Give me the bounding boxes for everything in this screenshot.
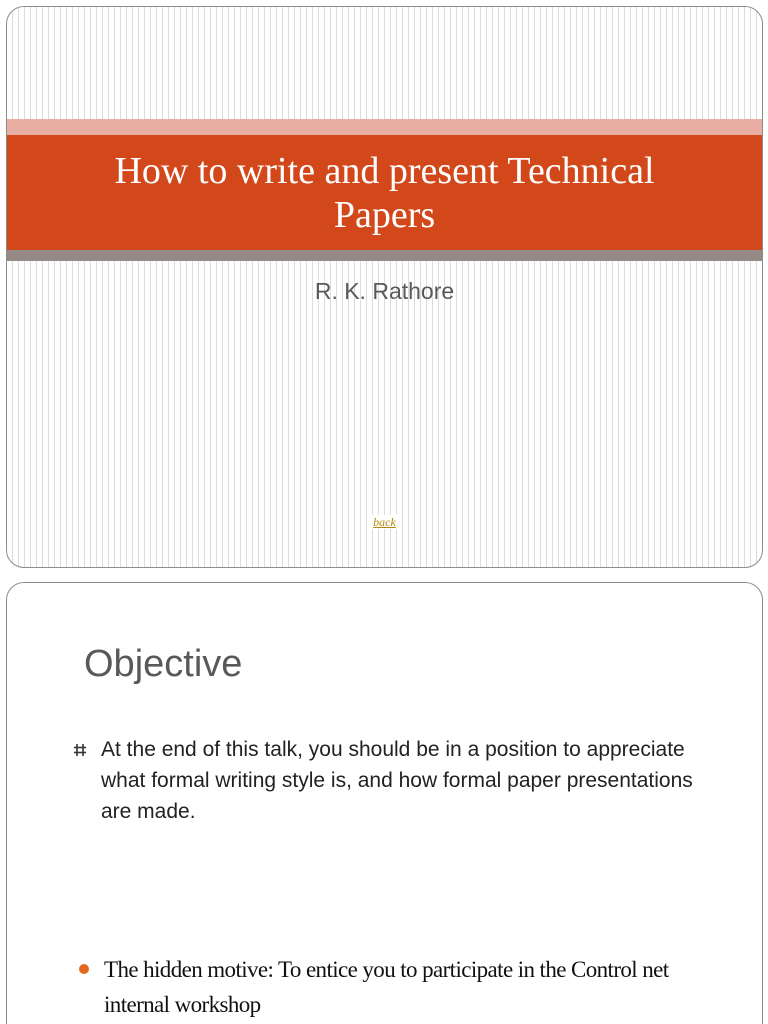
hash-bullet-icon <box>73 743 87 757</box>
title-slide <box>6 6 763 568</box>
bullet-text: The hidden motive: To entice you to participate in the Control net internal workshop <box>104 957 669 1017</box>
back-link-container <box>7 515 762 530</box>
list-item <box>79 952 699 1022</box>
author-name: R. K. Rathore <box>314 278 455 304</box>
list-item <box>73 734 713 827</box>
title-band <box>7 135 762 250</box>
slide-heading: Objective <box>84 643 243 685</box>
back-link[interactable]: back <box>373 515 396 529</box>
slide-title: How to write and present Technical Papers <box>114 149 655 236</box>
bullet-text: At the end of this talk, you should be in a position to appreciate what formal writing style is, and how formal paper presentations are made. <box>101 738 693 823</box>
title-top-accent-strip <box>7 119 762 135</box>
title-bottom-accent-strip <box>7 250 762 261</box>
objective-slide <box>6 582 763 1024</box>
orange-dot-bullet-icon <box>79 964 89 974</box>
